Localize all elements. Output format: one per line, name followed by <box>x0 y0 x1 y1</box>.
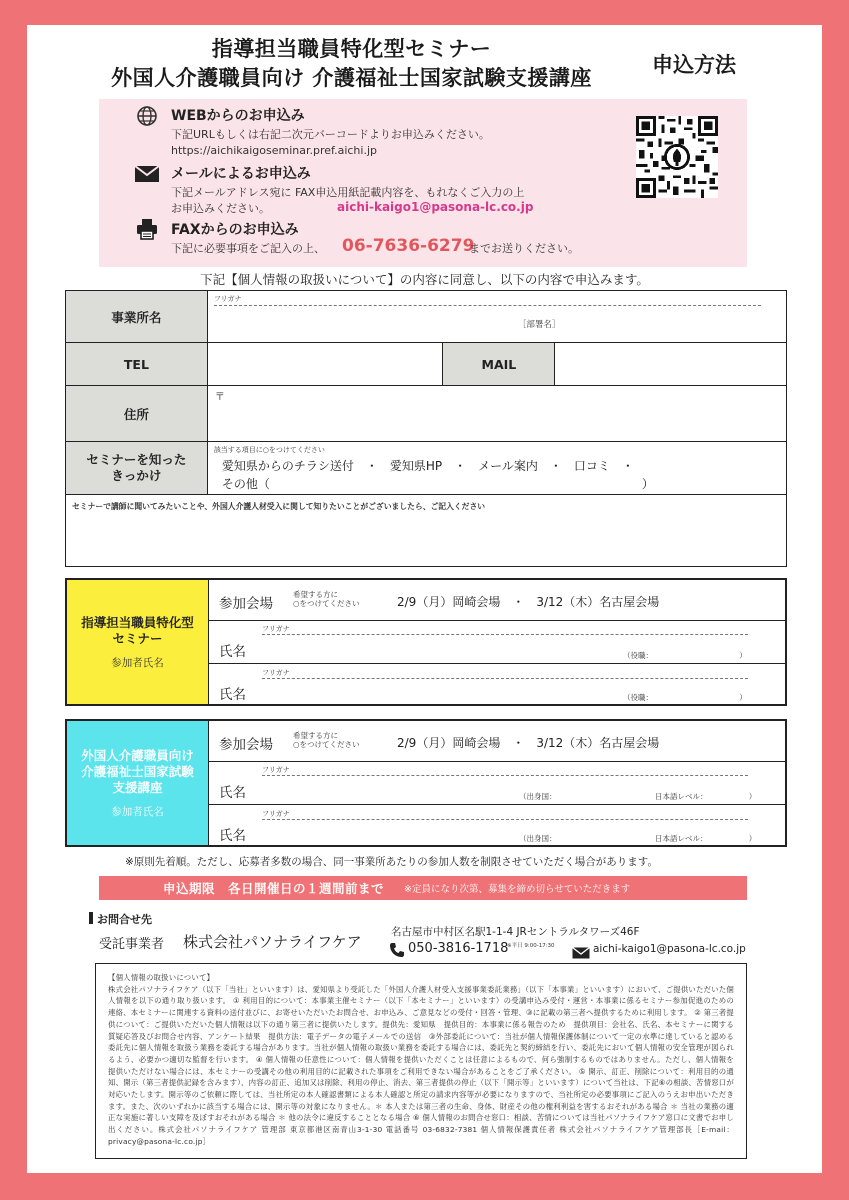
source-options-line2[interactable]: その他（ ） <box>221 477 654 491</box>
seminar2-furigana-1: フリガナ <box>262 766 290 774</box>
apply-email-address[interactable]: aichi-kaigo1@pasona-lc.co.jp <box>337 200 534 214</box>
tel-field[interactable] <box>207 343 443 386</box>
seminar2-origin-1[interactable]: （出身国： <box>519 792 557 801</box>
seminar1-furigana-line-1 <box>262 634 748 635</box>
source-options-line1[interactable]: 愛知県からのチラシ送付 ・ 愛知県HP ・ メール案内 ・ 口コミ ・ <box>221 459 634 473</box>
source-field[interactable] <box>207 442 786 495</box>
seminar2-row-divider <box>209 761 785 762</box>
web-apply-title: WEBからのお申込み <box>171 108 305 124</box>
first-come-notice: ※原則先着順。ただし、応募者多数の場合、同一事業所あたりの参加人数を制限させていただく場合があります。 <box>125 856 658 868</box>
deadline-banner <box>99 876 747 900</box>
seminar1-furigana-1: フリガナ <box>262 625 290 633</box>
seminar1-section <box>65 578 787 706</box>
contractor-label: 受託事業者 <box>99 937 165 952</box>
seminar1-participant-label: 参加者氏名 <box>111 656 164 669</box>
address-label: 住所 <box>66 386 208 442</box>
seminar1-label-line2: セミナー <box>112 630 163 646</box>
privacy-heading: 【個人情報の取扱いについて】 <box>108 973 215 982</box>
company-info-form <box>65 290 787 567</box>
phone-icon <box>389 942 405 962</box>
agreement-text: 下記【個人情報の取扱いについて】の内容に同意し、以下の内容で申込みます。 <box>200 272 649 287</box>
seminar1-name-label-2: 氏名 <box>219 687 246 703</box>
questions-prompt: セミナーで講師に聞いてみたいことや、外国人介護人材受入に関して知りたいことがございましたら、ご記入ください <box>72 502 486 511</box>
seminar1-name-label-1: 氏名 <box>219 644 246 660</box>
seminar2-venue-note-1: 希望する方に <box>293 731 338 740</box>
seminar2-venue-label: 参加会場 <box>219 737 273 753</box>
mail-apply-desc: 下記メールアドレス宛に FAX申込用紙記載内容を、もれなくご入力の上 <box>171 186 525 199</box>
seminar1-venue-note-2: ○をつけてください <box>293 599 360 608</box>
fax-apply-desc-suffix: までお送りください。 <box>469 242 579 255</box>
seminar2-section <box>65 719 787 847</box>
seminar-title-line2: 外国人介護職員向け 介護福祉士国家試験支援講座 <box>111 66 592 90</box>
seminar2-venue-options[interactable]: 2/9（月）岡崎会場 ・ 3/12（木）名古屋会場 <box>397 736 660 750</box>
furigana-line <box>214 305 761 306</box>
phone-hours-time: 9:00-17:30 <box>524 943 555 949</box>
address-field[interactable] <box>207 386 786 442</box>
seminar2-jp-level-1[interactable]: 日本語レベル： ） <box>655 792 757 801</box>
office-furigana-label: フリガナ <box>213 295 242 303</box>
seminar1-furigana-line-2 <box>262 678 748 679</box>
seminar2-label-line3: 支援講座 <box>112 779 163 795</box>
mail-apply-title: メールによるお申込み <box>171 166 311 182</box>
printer-icon <box>134 218 160 240</box>
questions-field[interactable] <box>66 495 787 567</box>
seminar1-row-divider <box>209 620 785 621</box>
web-apply-url[interactable]: https://aichikaigoseminar.pref.aichi.jp <box>171 144 377 157</box>
source-label <box>66 442 208 495</box>
seminar1-venue-note <box>293 590 360 608</box>
contractor-name: 株式会社パソナライフケア <box>183 933 362 951</box>
phone-hours <box>507 943 555 950</box>
office-name-label: 事業所名 <box>66 291 208 343</box>
seminar2-label-cell <box>67 721 209 845</box>
seminar1-row-divider-2 <box>209 663 785 664</box>
seminar2-jp-level-2[interactable]: 日本語レベル： ） <box>655 834 757 843</box>
application-method-label: 申込方法 <box>652 53 736 77</box>
contact-mail-icon <box>572 944 590 963</box>
source-label-line2: きっかけ <box>111 468 162 483</box>
seminar2-venue-note <box>293 731 360 749</box>
contact-heading: お問合せ先 <box>97 913 152 926</box>
seminar2-name-label-2: 氏名 <box>219 828 246 844</box>
globe-icon <box>134 105 160 127</box>
fax-apply-title: FAXからのお申込み <box>171 222 299 238</box>
tel-label: TEL <box>66 343 208 386</box>
seminar2-name-label-1: 氏名 <box>219 785 246 801</box>
deadline-note: ※定員になり次第、募集を締め切らせていただきます <box>404 884 631 895</box>
contact-heading-bar <box>89 912 93 924</box>
seminar2-furigana-line-2 <box>262 819 748 820</box>
seminar2-furigana-2: フリガナ <box>262 810 290 818</box>
mail-label: MAIL <box>443 343 555 386</box>
seminar2-furigana-line-1 <box>262 775 748 776</box>
contact-address: 名古屋市中村区名駅1-1-4 JRセントラルタワーズ46F <box>391 926 640 938</box>
privacy-policy-box <box>95 963 747 1159</box>
seminar-title-line1: 指導担当職員特化型セミナー <box>211 37 492 61</box>
seminar2-origin-2[interactable]: （出身国： <box>519 834 557 843</box>
seminar1-position-2[interactable]: （役職： ） <box>623 693 747 702</box>
postal-mark: 〒 <box>214 392 225 403</box>
fax-apply-desc-prefix: 下記に必要事項をご記入の上、 <box>171 242 325 255</box>
seminar2-participant-label: 参加者氏名 <box>111 805 164 818</box>
seminar2-label-line2: 介護福祉士国家試験 <box>81 763 194 779</box>
seminar1-furigana-2: フリガナ <box>262 669 290 677</box>
seminar1-venue-note-1: 希望する方に <box>293 590 338 599</box>
web-apply-desc: 下記URLもしくは右記二次元バーコードよりお申込みください。 <box>171 128 490 141</box>
qr-code[interactable] <box>636 116 718 198</box>
seminar1-venue-label: 参加会場 <box>219 596 273 612</box>
seminar2-row-divider-2 <box>209 804 785 805</box>
seminar2-venue-note-2: ○をつけてください <box>293 740 360 749</box>
seminar1-venue-options[interactable]: 2/9（月）岡崎会場 ・ 3/12（木）名古屋会場 <box>397 595 660 609</box>
mail-apply-desc-2: お申込みください。 <box>171 202 270 215</box>
seminar1-label-cell <box>67 580 209 704</box>
seminar1-position-1[interactable]: （役職： ） <box>623 651 747 660</box>
contact-phone[interactable]: 050-3816-1718 <box>408 941 509 956</box>
contact-email[interactable]: aichi-kaigo1@pasona-lc.co.jp <box>593 943 746 955</box>
office-name-field[interactable] <box>207 291 786 343</box>
source-label-line1: セミナーを知った <box>86 452 187 467</box>
deadline-main: 申込期限 各日開催日の１週間前まで <box>163 881 385 896</box>
mail-field[interactable] <box>555 343 787 386</box>
fax-number: 06-7636-6279 <box>342 236 475 256</box>
seminar2-label-line1: 外国人介護職員向け <box>81 747 194 763</box>
envelope-icon <box>134 163 160 185</box>
phone-hours-prefix: ※平日 <box>507 943 523 949</box>
privacy-body: 株式会社パソナライフケア（以下「当社」といいます）は、愛知県より受託した「外国人介護人材受入支援事業委託業務」（以下「本事業」といいます）において、ご提供いただいた個人情報を以下の通り取り扱います。 ① 利用目的について：本事業主催セミナー（以下「本セミナー」といいます）の受講申込み受付・運営・本事業に係るセミナー参加促進のための連絡、本セミナーに関連する資料の送付並びに、お寄せいただいたお問合せ、お申込み、ご意見などの受付・回答・管理、③に記載の第三者へ提供するために利用します。 ② 第三者提供について：ご提供いただいた個人情報は以下の通り第三者に提供いたします。提供先：愛知県 提供目的：本事業に係る報告のため 提供項目：会社名、氏名、本セミナーに関する質疑応答及びお問合せ内容、アンケート結果 提供方法：電子データの電子メールでの送信 ③外部委託について：当社が個人情報保護体制について一定の水準に達していると認める委託先に個人情報を取扱う業務を委託する場合があります。当社が個人情報の取扱い業務を委託する場合には、委託先と契約締結を行い、委託先において個人情報の安全管理が図られるよう、必要かつ適切な監督を行います。 ④ 個人情報の任意性について：個人情報を提供いただくことは任意によるもので、何ら強制するものではありません。ただし、個人情報を提供いただけない場合には、本セミナーの受講その他の利用目的に記載された事項をご利用できない場合があることをご了承ください。 ⑤ 開示、訂正、削除について：利用目的の通知、開示（第三者提供記録を含みます）、内容の訂正、追加又は削除、利用の停止、消去、第三者提供の停止（以下「開示等」といいます）について当社は、下記⑥の相談、苦情窓口が対応いたします。開示等のご依頼に際しては、当社所定の本人確認書類による本人確認と所定の請求内容等が必要になりますので、当社所定の必要事項にご記入のうえお申出いただきます。また、次のいずれかに該当する場合には、開示等の対象になりません。＊ 本人または第三者の生命、身体、財産その他の権利利益を害するおそれがある場合 ＊ 当社の業務の適正な実施に著しい支障を及ぼすおそれがある場合 ＊ 他の法令に違反することとなる場合 ⑥ 個人情報のお問合せ窓口：相談、苦情については当社パソナライフケア窓口に文書でお申し出ください。株式会社パソナライフケア 管理部 東京都港区南青山3-1-30 電話番号 03-6832-7381 個人情報保護責任者 株式会社パソナライフケア管理部長［E-mail：privacy@pasona-lc.co.jp］ <box>108 984 734 1146</box>
source-instruction: 該当する項目に○をつけてください <box>213 446 325 454</box>
seminar1-label-line1: 指導担当職員特化型 <box>81 614 194 630</box>
department-label: ［部署名］ <box>517 320 561 330</box>
application-form-sheet <box>27 25 822 1173</box>
